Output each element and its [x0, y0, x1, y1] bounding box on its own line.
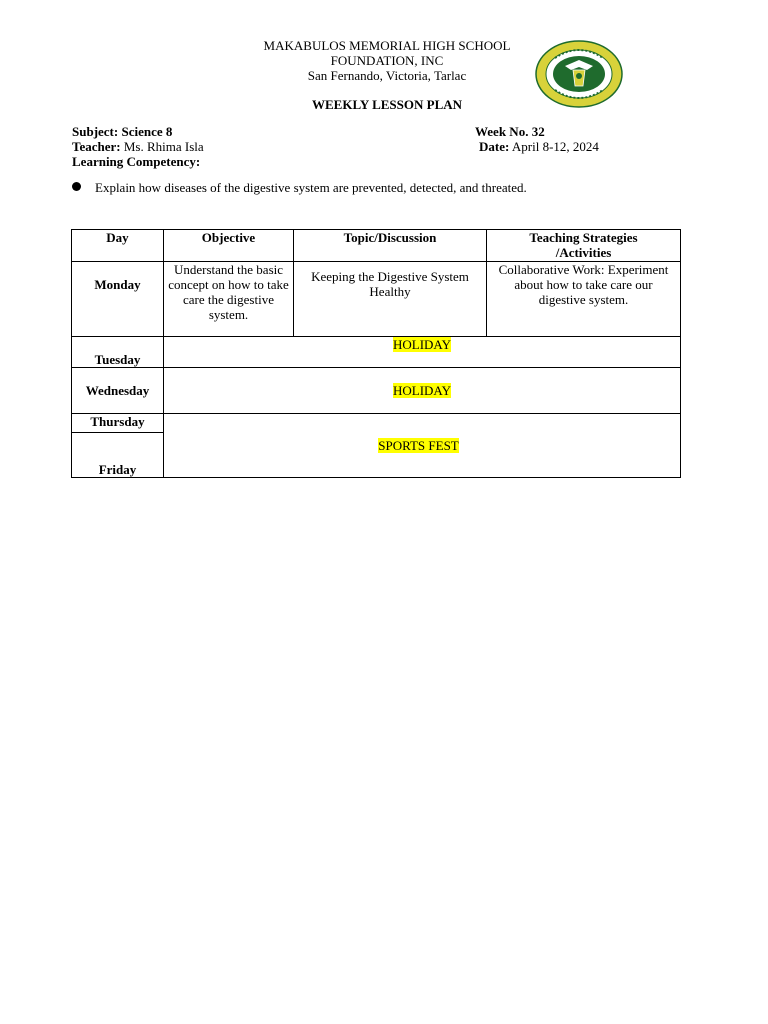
school-name-line1: MAKABULOS MEMORIAL HIGH SCHOOL — [263, 38, 511, 53]
plan-title: WEEKLY LESSON PLAN — [311, 97, 463, 112]
table-row — [72, 368, 681, 414]
school-name-line2: FOUNDATION, INC — [330, 53, 444, 68]
competency-line — [72, 154, 200, 169]
monday-topic: Keeping the Digestive System Healthy — [294, 262, 487, 337]
header-day: Day — [72, 230, 164, 262]
week-label: Week No. 32 — [475, 124, 545, 139]
header-strategies-line2: /Activities — [555, 245, 612, 260]
day-wednesday: Wednesday — [72, 368, 164, 414]
monday-objective: Understand the basic concept on how to take care the digestive system. — [164, 262, 294, 337]
week-line — [475, 124, 545, 139]
date-label: Date: — [479, 139, 510, 154]
tuesday-note: HOLIDAY — [392, 337, 452, 352]
competency-text: Explain how diseases of the digestive system are prevented, detected, and threated. — [95, 180, 527, 195]
bullet-icon — [72, 182, 81, 191]
table-row — [72, 262, 681, 337]
monday-strategies: Collaborative Work: Experiment about how to take care our digestive system. — [487, 262, 681, 337]
day-monday: Monday — [72, 262, 164, 337]
competency-bullet — [72, 180, 527, 196]
header-topic: Topic/Discussion — [294, 230, 487, 262]
teacher-line — [72, 139, 204, 154]
tuesday-note-cell — [164, 337, 681, 368]
school-header — [0, 38, 768, 83]
teacher-value: Ms. Rhima Isla — [123, 139, 204, 154]
subject-line — [72, 124, 172, 139]
date-line — [479, 139, 599, 154]
school-address: San Fernando, Victoria, Tarlac — [307, 68, 467, 83]
table-row — [72, 337, 681, 368]
subject-value: Science 8 — [121, 124, 173, 139]
header-strategies-line1: Teaching Strategies — [529, 230, 638, 245]
day-friday: Friday — [72, 433, 164, 478]
table-row — [72, 414, 681, 433]
subject-label: Subject: — [72, 124, 119, 139]
table-header-row — [72, 230, 681, 262]
wednesday-note: HOLIDAY — [392, 383, 452, 398]
day-thursday: Thursday — [72, 414, 164, 433]
thu-fri-note: SPORTS FEST — [378, 438, 459, 453]
wednesday-note-cell — [164, 368, 681, 414]
teacher-label: Teacher: — [72, 139, 121, 154]
thu-fri-note-cell — [164, 414, 681, 478]
date-value: April 8-12, 2024 — [511, 139, 599, 154]
lesson-plan-table — [71, 229, 681, 478]
day-tuesday: Tuesday — [72, 337, 164, 368]
header-strategies — [487, 230, 681, 262]
header-objective: Objective — [164, 230, 294, 262]
competency-label: Learning Competency: — [72, 154, 201, 169]
